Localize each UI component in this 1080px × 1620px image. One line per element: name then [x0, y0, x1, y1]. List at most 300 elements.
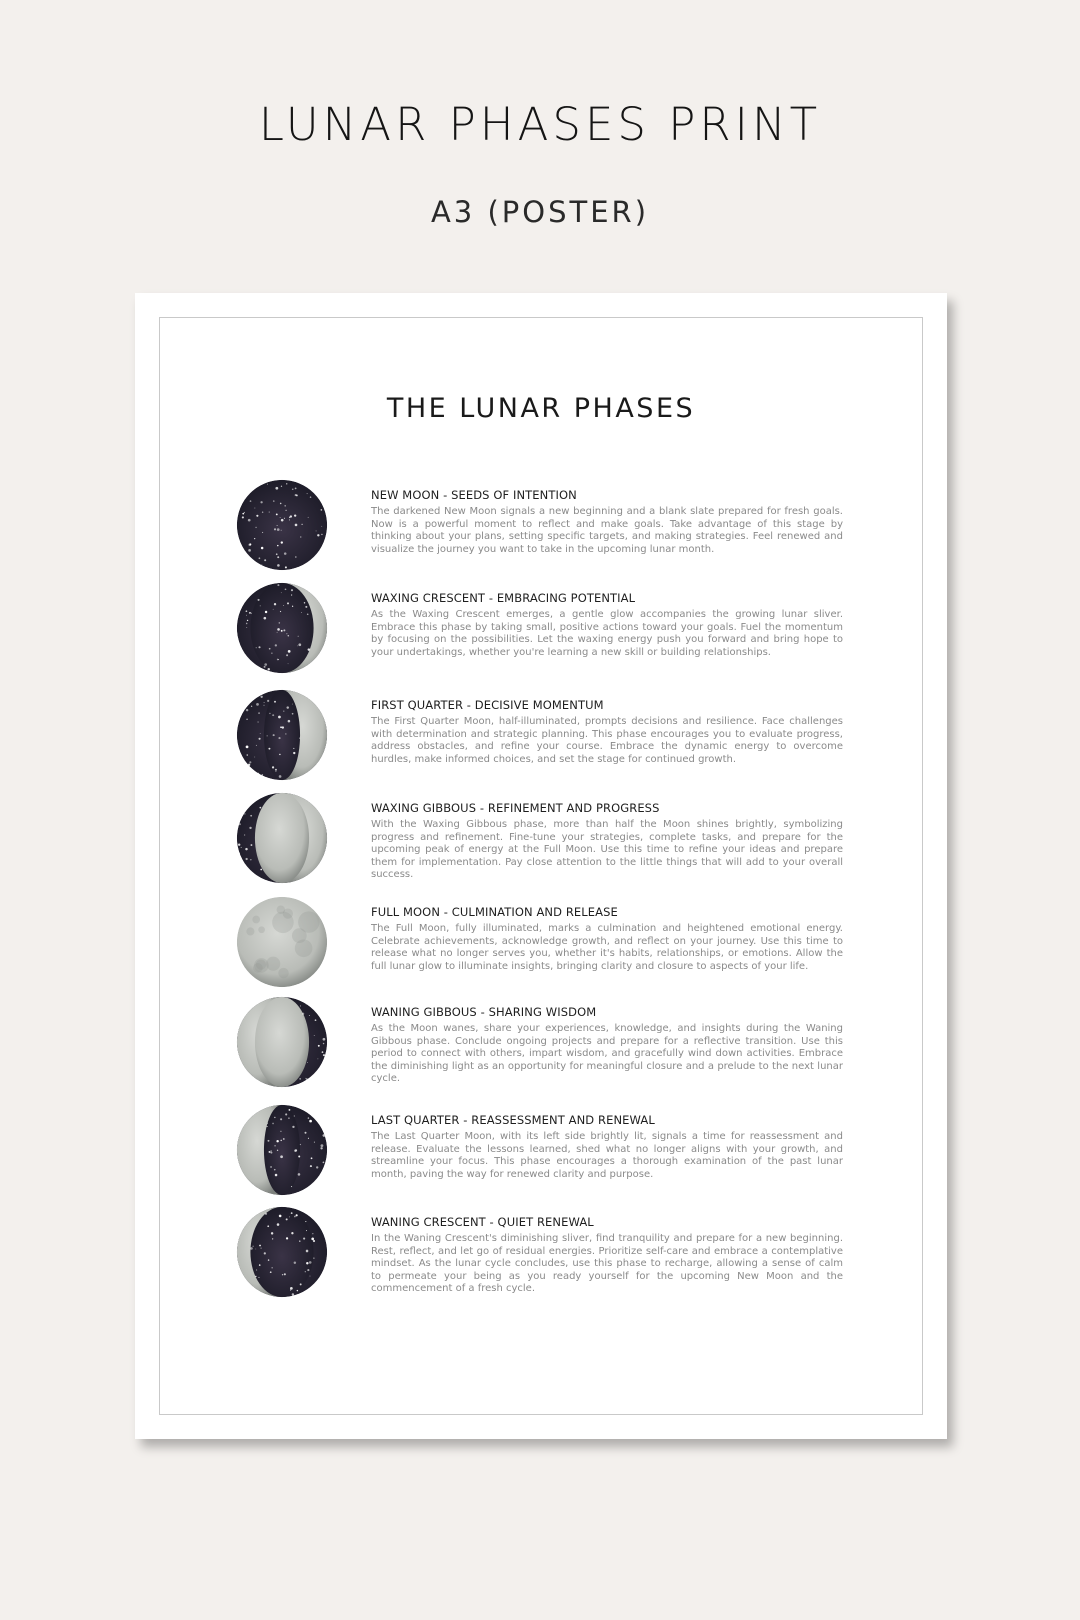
phase-title: WAXING GIBBOUS - REFINEMENT AND PROGRESS — [371, 801, 660, 815]
star-dot — [310, 1276, 311, 1277]
star-dot — [238, 844, 240, 846]
star-dot — [246, 745, 249, 748]
star-dot — [270, 1271, 272, 1273]
star-dot — [284, 518, 285, 519]
star-dot — [291, 589, 293, 591]
star-dot — [299, 1078, 301, 1080]
star-dot — [289, 1109, 291, 1111]
phase-item — [235, 895, 855, 991]
phase-description: The First Quarter Moon, half-illuminated, prompts decisions and resilience. Face challenges with determination and strategic planning. This phase encourages you to evaluate progress, address obstacles, and refine your course. Embrace the dynamic energy to overcome hurdles, make informed choices, and set the stage for continued growth. — [371, 716, 843, 765]
star-dot — [265, 611, 267, 613]
star-dot — [289, 519, 290, 520]
star-dot — [246, 596, 248, 598]
star-dot — [303, 1238, 305, 1240]
star-dot — [263, 705, 264, 706]
star-dot — [242, 516, 244, 518]
star-dot — [248, 519, 251, 522]
crater-mark — [295, 939, 313, 957]
star-dot — [286, 1218, 288, 1220]
star-dot — [268, 1259, 269, 1260]
star-dot — [244, 813, 245, 814]
star-dot — [292, 488, 294, 490]
star-dot — [285, 733, 286, 734]
star-dot — [300, 1006, 301, 1007]
star-dot — [273, 609, 274, 610]
star-dot — [269, 713, 270, 714]
star-dot — [313, 1284, 315, 1286]
star-dot — [302, 1013, 304, 1015]
star-dot — [322, 1011, 324, 1013]
star-dot — [248, 764, 250, 766]
star-dot — [307, 613, 309, 615]
phase-description: With the Waxing Gibbous phase, more than half the Moon shines brightly, symbolizing progress and refinement. Fine-tune your strategies, complete tasks, and prepare for the upcoming peak of energy at the Full Moon. Use this time to refine your ideas and prepare them for implementation. Pay close attention to the little things that will add to your overall success. — [371, 819, 843, 881]
star-dot — [270, 1166, 272, 1168]
star-dot — [321, 526, 322, 527]
star-dot — [288, 635, 289, 636]
star-dot — [274, 1169, 276, 1171]
star-dot — [309, 1120, 312, 1123]
star-dot — [324, 1187, 326, 1189]
star-dot — [308, 648, 310, 650]
star-dot — [253, 485, 254, 486]
star-dot — [244, 705, 245, 706]
poster-title: THE LUNAR PHASES — [386, 393, 696, 424]
star-dot — [264, 559, 266, 561]
star-dot — [318, 1207, 321, 1210]
star-dot — [271, 653, 272, 654]
star-dot — [305, 1078, 306, 1079]
phase-title: WANING CRESCENT - QUIET RENEWAL — [371, 1215, 594, 1229]
star-dot — [296, 1214, 298, 1216]
star-dot — [277, 525, 278, 526]
star-dot — [279, 622, 281, 624]
star-dot — [281, 486, 282, 487]
star-dot — [311, 1157, 313, 1159]
star-dot — [310, 1165, 312, 1167]
star-dot — [280, 1155, 283, 1158]
star-dot — [279, 775, 282, 778]
star-dot — [277, 564, 280, 567]
star-dot — [246, 615, 247, 616]
star-dot — [305, 1221, 306, 1222]
star-dot — [274, 701, 276, 703]
star-dot — [314, 1035, 315, 1036]
star-dot — [245, 557, 246, 558]
star-dot — [286, 510, 287, 511]
star-dot — [323, 1162, 325, 1164]
star-dot — [309, 1015, 310, 1016]
star-dot — [264, 666, 266, 668]
star-dot — [257, 599, 259, 601]
star-dot — [255, 1276, 256, 1277]
star-dot — [268, 1140, 270, 1142]
star-dot — [243, 767, 245, 769]
star-dot — [285, 1113, 287, 1115]
star-dot — [281, 630, 283, 632]
star-dot — [245, 858, 247, 860]
crater-mark — [252, 916, 260, 924]
waning-crescent-moon-icon — [235, 1205, 329, 1299]
star-dot — [280, 611, 281, 612]
star-dot — [295, 1149, 297, 1151]
page-header-subtitle: A3 (POSTER) — [430, 195, 650, 229]
star-dot — [292, 704, 293, 705]
star-dot — [322, 1072, 323, 1073]
star-dot — [253, 485, 256, 488]
phase-title: WAXING CRESCENT - EMBRACING POTENTIAL — [371, 591, 636, 605]
phase-title: LAST QUARTER - REASSESSMENT AND RENEWAL — [371, 1113, 655, 1127]
last-quarter-moon-icon — [235, 1103, 329, 1197]
star-dot — [317, 1058, 318, 1059]
star-dot — [295, 556, 296, 557]
star-dot — [276, 553, 278, 555]
star-dot — [249, 827, 251, 829]
crater-mark — [246, 927, 254, 935]
star-dot — [323, 1054, 325, 1056]
star-dot — [306, 1004, 307, 1005]
star-dot — [298, 1156, 300, 1158]
star-dot — [239, 867, 242, 870]
star-dot — [246, 610, 248, 612]
star-dot — [311, 1211, 313, 1213]
star-dot — [320, 1147, 322, 1149]
star-dot — [249, 585, 251, 587]
phase-title: FULL MOON - CULMINATION AND RELEASE — [371, 905, 618, 919]
star-dot — [246, 623, 248, 625]
star-dot — [246, 719, 247, 720]
star-dot — [267, 735, 268, 736]
star-dot — [304, 602, 305, 603]
star-dot — [306, 1250, 309, 1253]
phase-item — [235, 995, 855, 1091]
phase-item — [235, 1103, 855, 1199]
star-dot — [280, 1131, 281, 1132]
star-dot — [319, 1112, 320, 1113]
star-dot — [290, 1290, 291, 1291]
star-dot — [252, 584, 255, 587]
star-dot — [240, 600, 241, 601]
star-dot — [323, 1038, 326, 1041]
star-dot — [242, 513, 244, 515]
star-dot — [272, 1123, 274, 1125]
star-dot — [286, 633, 287, 634]
star-dot — [250, 500, 252, 502]
star-dot — [277, 545, 278, 546]
first-quarter-moon-icon — [235, 688, 329, 782]
star-dot — [250, 859, 251, 860]
star-dot — [264, 702, 265, 703]
star-dot — [262, 512, 263, 513]
star-dot — [260, 733, 261, 734]
star-dot — [294, 1262, 296, 1264]
star-dot — [301, 524, 302, 525]
star-dot — [282, 1274, 283, 1275]
phase-description: The darkened New Moon signals a new beginning and a blank slate prepared for fresh goals. Now is a powerful moment to reflect and make goals. Take advantage of this stage by thinking about your plans, setting specific targets, and making strategies. Feel renewed and visualize the journey you want to take in the upcoming lunar month. — [371, 506, 843, 555]
star-dot — [277, 528, 280, 531]
star-dot — [261, 774, 263, 776]
phase-item — [235, 581, 855, 677]
star-dot — [305, 606, 307, 608]
star-dot — [271, 1232, 273, 1234]
star-dot — [267, 1126, 268, 1127]
star-dot — [283, 629, 285, 631]
star-dot — [284, 1273, 286, 1275]
phase-item — [235, 688, 855, 784]
star-dot — [281, 541, 283, 543]
star-dot — [283, 711, 284, 712]
star-dot — [249, 543, 251, 545]
star-dot — [317, 534, 319, 536]
star-dot — [272, 714, 274, 716]
star-dot — [295, 494, 297, 496]
star-dot — [257, 721, 258, 722]
star-dot — [279, 1215, 282, 1218]
star-dot — [291, 1232, 293, 1234]
star-dot — [273, 734, 275, 736]
star-dot — [308, 1138, 309, 1139]
star-dot — [267, 1225, 269, 1227]
star-dot — [277, 1150, 278, 1151]
star-dot — [246, 709, 248, 711]
star-dot — [247, 754, 248, 755]
star-dot — [289, 1216, 290, 1217]
star-dot — [261, 564, 262, 565]
star-dot — [298, 636, 299, 637]
star-dot — [286, 1237, 288, 1239]
star-dot — [321, 1019, 323, 1021]
star-dot — [306, 999, 308, 1001]
star-dot — [251, 844, 253, 846]
phase-item — [235, 478, 855, 574]
star-dot — [305, 1132, 307, 1134]
crater-mark — [278, 968, 288, 978]
phase-title: WANING GIBBOUS - SHARING WISDOM — [371, 1005, 597, 1019]
star-dot — [258, 646, 260, 648]
star-dot — [281, 519, 284, 522]
star-dot — [262, 532, 263, 533]
new-moon-icon — [235, 478, 329, 572]
star-dot — [247, 620, 248, 621]
star-dot — [258, 773, 259, 774]
star-dot — [250, 1247, 253, 1250]
phase-description: The Last Quarter Moon, with its left side brightly lit, signals a time for reassessment and release. Evaluate the lessons learned, shed what no longer aligns with your growth, and streamline your focus. This phase encourages a thorough examination of the past lunar month, paving the way for renewed clarity and purpose. — [371, 1131, 843, 1180]
star-dot — [277, 584, 279, 586]
star-dot — [282, 726, 284, 728]
star-dot — [285, 588, 287, 590]
phase-description: As the Waxing Crescent emerges, a gentle glow accompanies the growing lunar sliver. Embrace this phase by taking small, positive actions toward your goals. Fuel the momentum by focusing on the possibilities. Let the waxing energy push you forward and bring hope to your undertakings, whether you're learning a new skill or building relationships. — [371, 609, 843, 658]
star-dot — [280, 1118, 282, 1120]
phase-description: As the Moon wanes, share your experiences, knowledge, and insights during the Waning Gibbous phase. Conclude ongoing projects and prepare for a reflective transition. Use this period to connect with others, impart wisdom, and gracefully wind down activities. Embrace the diminishing light as an opportunity for meaningful closure and a prelude to the next lunar cycle. — [371, 1023, 843, 1085]
star-dot — [292, 606, 293, 607]
star-dot — [270, 1152, 272, 1154]
star-dot — [250, 815, 252, 817]
star-dot — [244, 834, 245, 835]
star-dot — [259, 738, 261, 740]
star-dot — [311, 1237, 314, 1240]
star-dot — [315, 1211, 316, 1212]
star-dot — [303, 1293, 305, 1295]
star-dot — [265, 1213, 267, 1215]
phase-description: The Full Moon, fully illuminated, marks a culmination and heightened emotional energy. Celebrate achievements, acknowledge growth, and reflect on your journey. Use this time to release what no longer serves you, whether it's habits, relationships, or emotions. Allow the full lunar glow to illuminate insights, bringing clarity and closure to aspects of your life. — [371, 923, 843, 972]
star-dot — [299, 1240, 300, 1241]
star-dot — [255, 1249, 256, 1250]
star-dot — [269, 1151, 271, 1153]
star-dot — [294, 1216, 296, 1218]
star-dot — [281, 530, 282, 531]
star-dot — [300, 536, 301, 537]
star-dot — [306, 1262, 308, 1264]
star-dot — [259, 557, 261, 559]
star-dot — [275, 769, 277, 771]
star-dot — [314, 1142, 315, 1143]
star-dot — [300, 1144, 301, 1145]
star-dot — [256, 515, 258, 517]
star-dot — [277, 632, 278, 633]
star-dot — [246, 627, 247, 628]
star-dot — [260, 869, 262, 871]
star-dot — [308, 517, 309, 518]
star-dot — [301, 612, 302, 613]
star-dot — [280, 1140, 282, 1142]
star-dot — [314, 1009, 315, 1010]
star-dot — [316, 1181, 318, 1183]
star-dot — [307, 493, 308, 494]
star-dot — [323, 1043, 325, 1045]
star-dot — [307, 1269, 309, 1271]
star-dot — [317, 998, 319, 1000]
waxing-gibbous-moon-icon — [235, 791, 329, 885]
star-dot — [280, 517, 281, 518]
star-dot — [260, 605, 261, 606]
star-dot — [307, 1062, 308, 1063]
star-dot — [316, 530, 317, 531]
star-dot — [288, 1117, 290, 1119]
star-dot — [264, 663, 267, 666]
star-dot — [256, 1269, 257, 1270]
page-header-title: LUNAR PHASES PRINT — [258, 98, 822, 151]
star-dot — [321, 534, 322, 535]
star-dot — [278, 659, 279, 660]
star-dot — [256, 745, 257, 746]
star-dot — [288, 650, 291, 653]
star-dot — [253, 1246, 254, 1247]
star-dot — [254, 757, 255, 758]
star-dot — [275, 487, 278, 490]
star-dot — [275, 1174, 278, 1177]
star-dot — [287, 706, 289, 708]
phase-title: NEW MOON - SEEDS OF INTENTION — [371, 488, 577, 502]
star-dot — [254, 538, 255, 539]
star-dot — [313, 1258, 314, 1259]
star-dot — [260, 501, 262, 503]
star-dot — [274, 528, 276, 530]
star-dot — [246, 873, 249, 876]
star-dot — [239, 823, 241, 825]
crater-mark — [272, 912, 293, 933]
star-dot — [290, 515, 292, 517]
star-dot — [241, 847, 242, 848]
star-dot — [254, 508, 255, 509]
star-dot — [318, 1080, 321, 1083]
star-dot — [258, 712, 260, 714]
star-dot — [294, 1116, 295, 1117]
star-dot — [256, 703, 259, 706]
star-dot — [273, 500, 275, 502]
star-dot — [272, 1267, 273, 1268]
star-dot — [276, 1140, 278, 1142]
star-dot — [287, 602, 289, 604]
star-dot — [318, 555, 320, 557]
star-dot — [277, 556, 279, 558]
star-dot — [295, 524, 298, 527]
star-dot — [239, 853, 240, 854]
star-dot — [324, 1227, 326, 1229]
star-dot — [274, 603, 276, 605]
star-dot — [293, 752, 295, 754]
star-dot — [286, 483, 287, 484]
star-dot — [254, 877, 255, 878]
star-dot — [245, 848, 247, 850]
star-dot — [259, 1264, 261, 1266]
star-dot — [299, 738, 300, 739]
star-dot — [277, 1223, 280, 1226]
star-dot — [315, 1019, 317, 1021]
star-dot — [274, 1117, 275, 1118]
star-dot — [322, 1135, 323, 1136]
star-dot — [260, 696, 262, 698]
star-dot — [267, 1123, 268, 1124]
star-dot — [247, 799, 249, 801]
star-dot — [288, 720, 291, 723]
star-dot — [281, 592, 282, 593]
star-dot — [298, 643, 301, 646]
star-dot — [288, 663, 289, 664]
star-dot — [292, 1126, 294, 1128]
star-dot — [279, 754, 280, 755]
star-dot — [241, 875, 242, 876]
star-dot — [244, 512, 245, 513]
star-dot — [258, 1277, 259, 1278]
crater-mark — [254, 958, 269, 973]
star-dot — [264, 1252, 266, 1254]
star-dot — [292, 1293, 294, 1295]
star-dot — [264, 617, 267, 620]
star-dot — [278, 716, 281, 719]
star-dot — [275, 644, 277, 646]
star-dot — [300, 1283, 302, 1285]
star-dot — [268, 668, 270, 670]
phase-title: FIRST QUARTER - DECISIVE MOMENTUM — [371, 698, 604, 712]
star-dot — [247, 796, 248, 797]
star-dot — [240, 762, 243, 765]
star-dot — [259, 807, 261, 809]
star-dot — [261, 1247, 262, 1248]
star-dot — [248, 692, 250, 694]
star-dot — [284, 552, 287, 555]
star-dot — [294, 514, 296, 516]
star-dot — [286, 654, 288, 656]
phase-item — [235, 791, 855, 887]
star-dot — [291, 594, 292, 595]
star-dot — [312, 1233, 313, 1234]
waxing-crescent-moon-icon — [235, 581, 329, 675]
star-dot — [267, 484, 268, 485]
star-dot — [256, 647, 257, 648]
star-dot — [305, 1271, 306, 1272]
star-dot — [308, 1117, 309, 1118]
star-dot — [270, 1150, 271, 1151]
star-dot — [297, 646, 298, 647]
